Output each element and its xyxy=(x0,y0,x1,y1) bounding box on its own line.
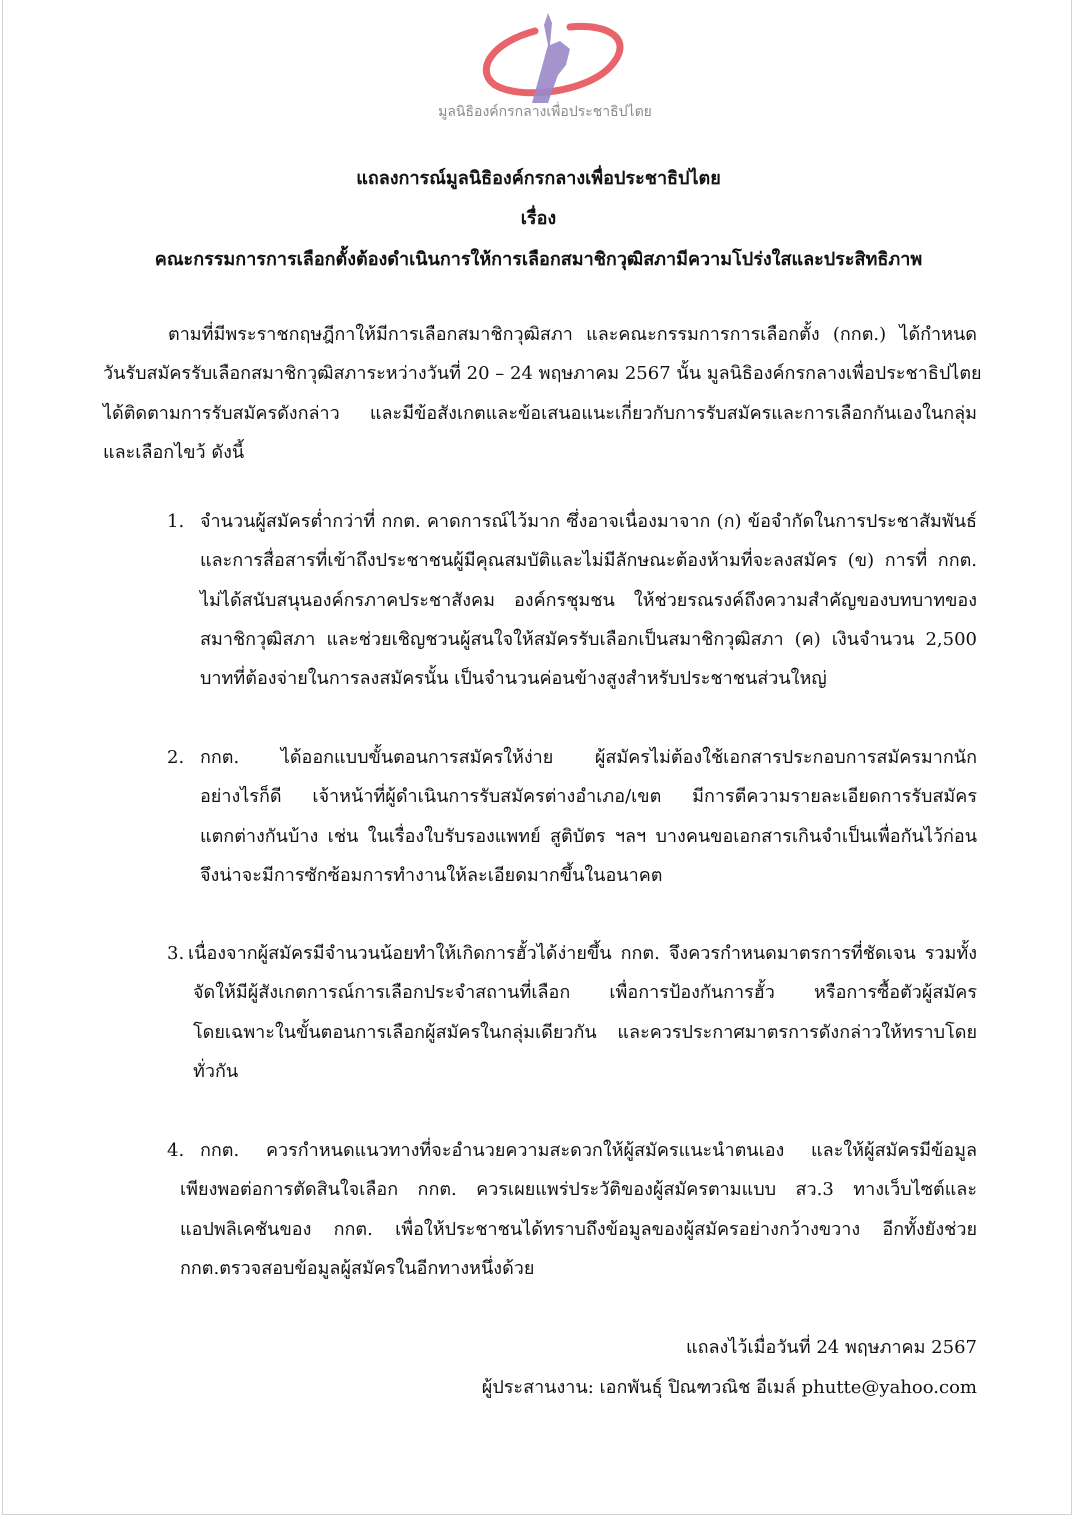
logo-emblem-icon xyxy=(420,5,670,105)
coordinator-contact: ผู้ประสานงาน: เอกพันธุ์ ปิณฑวณิช อีเมล์ phutte@yahoo.com xyxy=(481,1377,977,1398)
text-line: เพียงพอต่อการตัดสินใจเลือก กกต. ควรเผยแพร่ประวัติของผู้สมัครตามแบบ สว.3 ทางเว็บไซต์และ xyxy=(180,1179,977,1201)
text-line: จำนวนผู้สมัครต่ำกว่าที่ กกต. คาดการณ์ไว้มาก ซึ่งอาจเนื่องมาจาก (ก) ข้อจำกัดในการประชาสัมพันธ์ xyxy=(200,511,977,532)
intro-paragraph xyxy=(103,315,982,472)
item-number: 4. xyxy=(167,1140,185,1161)
text-line: และการสื่อสารที่เข้าถึงประชาชนผู้มีคุณสมบัติและไม่มีลักษณะต้องห้ามที่จะลงสมัคร (ข) การที่ กกต. xyxy=(200,550,977,572)
text-line: กกต. ได้ออกแบบขั้นตอนการสมัครให้ง่าย ผู้สมัครไม่ต้องใช้เอกสารประกอบการสมัครมากนัก xyxy=(200,747,977,768)
text-line: จัดให้มีผู้สังเกตการณ์การเลือกประจำสถานที่เลือก เพื่อการป้องกันการฮั้ว หรือการซื้อตัวผู้สมัคร xyxy=(193,982,977,1004)
list-item-3 xyxy=(188,934,977,1091)
text-line: บาทที่ต้องจ่ายในการลงสมัครนั้น เป็นจำนวนค่อนข้างสูงสำหรับประชาชนส่วนใหญ่ xyxy=(200,668,827,690)
foundation-logo xyxy=(420,5,670,125)
text-line: กกต.ตรวจสอบข้อมูลผู้สมัครในอีกทางหนึ่งด้วย xyxy=(180,1257,535,1279)
text-line: ตามที่มีพระราชกฤษฎีกาให้มีการเลือกสมาชิกวุฒิสภา และคณะกรรมการการเลือกตั้ง (กกต.) ได้กำหนด xyxy=(168,324,977,345)
text-line: อย่างไรก็ดี เจ้าหน้าที่ผู้ดำเนินการรับสมัครต่างอำเภอ/เขต มีการตีความรายละเอียดการรับสมัคร xyxy=(200,786,977,808)
statement-title: แถลงการณ์มูลนิธิองค์กรกลางเพื่อประชาธิปไตย xyxy=(356,168,721,189)
text-line: โดยเฉพาะในขั้นตอนการเลือกผู้สมัครในกลุ่มเดียวกัน และควรประกาศมาตรการดังกล่าวให้ทราบโดย xyxy=(193,1021,977,1043)
list-item-2 xyxy=(200,738,977,895)
text-line: แอปพลิเคชันของ กกต. เพื่อให้ประชาชนได้ทราบถึงข้อมูลของผู้สมัครอย่างกว้างขวาง อีกทั้งยังช่วย xyxy=(180,1218,977,1240)
text-line: เนื่องจากผู้สมัครมีจำนวนน้อยทำให้เกิดการฮั้วได้ง่ายขึ้น กกต. จึงควรกำหนดมาตรการที่ชัดเจน รวมทั้ง xyxy=(188,943,977,964)
list-item-4 xyxy=(180,1131,977,1288)
text-line: และเลือกไขว้ ดังนี้ xyxy=(103,441,245,463)
text-line: กกต. ควรกำหนดแนวทางที่จะอำนวยความสะดวกให้ผู้สมัครแนะนำตนเอง และให้ผู้สมัครมีข้อมูล xyxy=(200,1140,977,1161)
statement-date: แถลงไว้เมื่อวันที่ 24 พฤษภาคม 2567 xyxy=(686,1337,977,1358)
item-number: 3. xyxy=(167,943,185,964)
subject-title: คณะกรรมการการเลือกตั้งต้องดำเนินการให้การเลือกสมาชิกวุฒิสภามีความโปร่งใสและประสิทธิภาพ xyxy=(154,249,923,270)
item-number: 1. xyxy=(167,511,185,532)
text-line: ได้ติดตามการรับสมัครดังกล่าว และมีข้อสังเกตและข้อเสนอแนะเกี่ยวกับการรับสมัครและการเลือกกันเองในกลุ่ม xyxy=(103,402,977,424)
subject-label: เรื่อง xyxy=(520,208,557,229)
item-number: 2. xyxy=(167,747,185,768)
list-item-1 xyxy=(200,502,977,698)
text-line: แตกต่างกันบ้าง เช่น ในเรื่องใบรับรองแพทย์ สูติบัตร ฯลฯ บางคนขอเอกสารเกินจำเป็นเพื่อกันไว้ก่อน xyxy=(200,825,977,847)
text-line: จึงน่าจะมีการซักซ้อมการทำงานให้ละเอียดมากขึ้นในอนาคต xyxy=(200,864,663,886)
text-line: ทั่วกัน xyxy=(193,1060,239,1082)
text-line: วันรับสมัครรับเลือกสมาชิกวุฒิสภาระหว่างวันที่ 20 – 24 พฤษภาคม 2567 นั้น มูลนิธิองค์กรกลางเพื่อประชาธิปไตย xyxy=(103,363,982,385)
logo-text: มูลนิธิองค์กรกลางเพื่อประชาธิปไตย xyxy=(438,104,652,120)
text-line: ไม่ได้สนับสนุนองค์กรภาคประชาสังคม องค์กรชุมชน ให้ช่วยรณรงค์ถึงความสำคัญของบทบาทของ xyxy=(200,589,977,611)
text-line: สมาชิกวุฒิสภา และช่วยเชิญชวนผู้สนใจให้สมัครรับเลือกเป็นสมาชิกวุฒิสภา (ค) เงินจำนวน 2,500 xyxy=(200,628,977,650)
